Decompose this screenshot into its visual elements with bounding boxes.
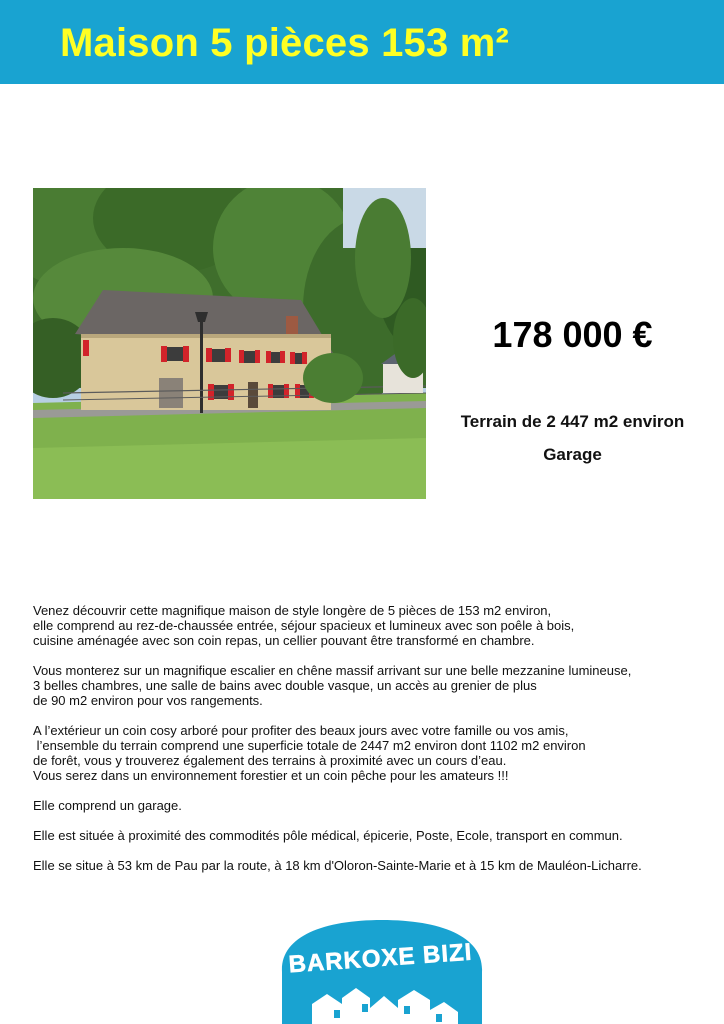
description-paragraph — [33, 723, 718, 783]
header-banner — [0, 0, 724, 84]
description-line: Venez découvrir cette magnifique maison de style longère de 5 pièces de 153 m2 environ, — [33, 603, 552, 618]
barkoxe-bizi-logo — [272, 912, 490, 1024]
description-line: A l’extérieur un coin cosy arboré pour profiter des beaux jours avec votre famille ou vos amis, — [33, 723, 569, 738]
page-title: Maison 5 pièces 153 m² — [60, 21, 510, 65]
feature-garage: Garage — [543, 445, 602, 464]
description-line: l’ensemble du terrain comprend une superficie totale de 2447 m2 environ dont 1102 m2 environ — [33, 738, 586, 753]
description-line: 3 belles chambres, une salle de bains avec double vasque, un accès au grenier de plus — [33, 678, 537, 693]
description-line: Vous serez dans un environnement forestier et un coin pêche pour les amateurs !!! — [33, 768, 509, 783]
description — [33, 603, 718, 888]
price: 178 000 € — [492, 314, 653, 355]
description-paragraph — [33, 603, 718, 648]
logo-text: BARKOXE BIZI — [287, 938, 474, 979]
description-paragraph — [33, 798, 718, 813]
description-paragraph — [33, 663, 718, 708]
description-line: Vous monterez sur un magnifique escalier en chêne massif arrivant sur une belle mezzanine lumineuse, — [33, 663, 632, 678]
description-paragraph — [33, 858, 718, 873]
description-line: elle comprend au rez-de-chaussée entrée, séjour spacieux et lumineux avec son poêle à bois, — [33, 618, 575, 633]
feature-land-area: Terrain de 2 447 m2 environ — [460, 412, 685, 431]
description-line: de 90 m2 environ pour vos rangements. — [33, 693, 263, 708]
description-line: Elle est située à proximité des commodités pôle médical, épicerie, Poste, Ecole, transport en commun. — [33, 828, 623, 843]
description-paragraph — [33, 828, 718, 843]
description-line: cuisine aménagée avec son coin repas, un cellier pouvant être transformé en chambre. — [33, 633, 535, 648]
description-line: de forêt, vous y trouverez également des terrains à proximité avec un cours d’eau. — [33, 753, 507, 768]
property-photo — [33, 188, 426, 499]
description-line: Elle comprend un garage. — [33, 798, 182, 813]
description-line: Elle se situe à 53 km de Pau par la route, à 18 km d'Oloron-Sainte-Marie et à 15 km de Mauléon-Licharre. — [33, 858, 642, 873]
